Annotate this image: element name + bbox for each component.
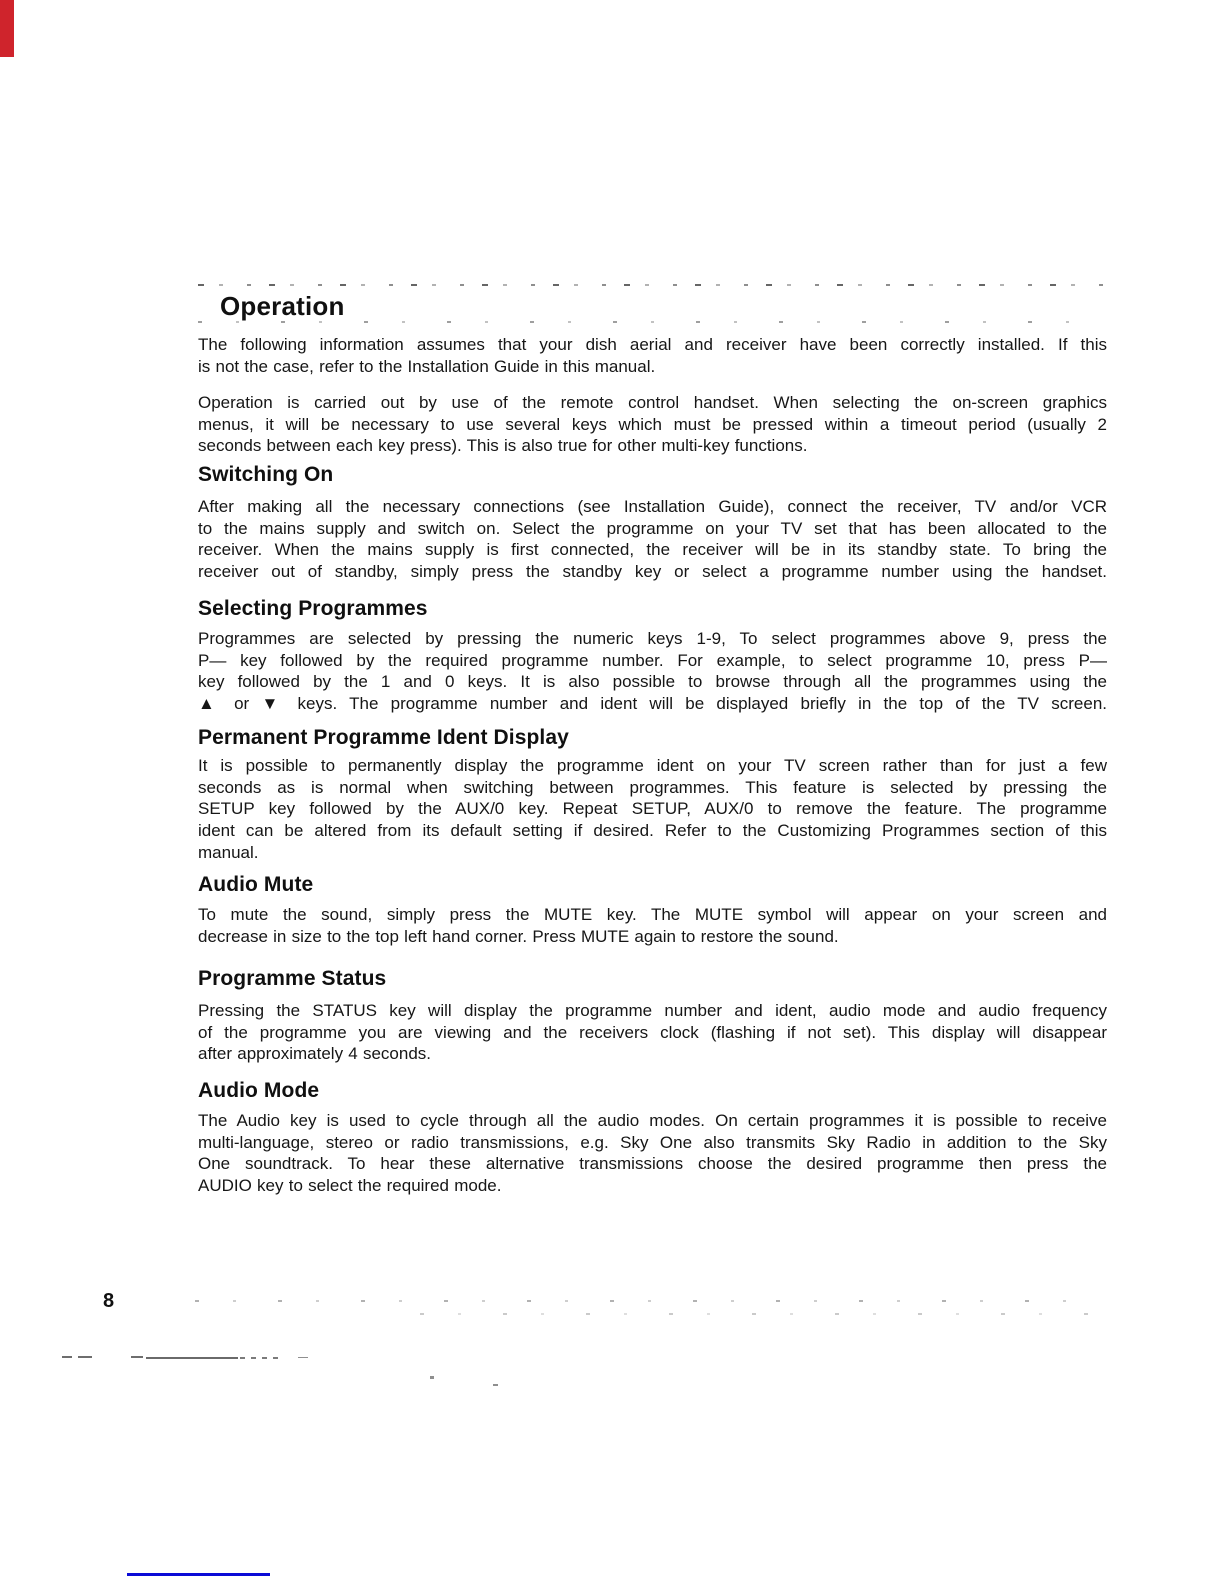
- scanner-blue-line: [127, 1573, 270, 1576]
- scan-speck: [493, 1384, 498, 1386]
- scan-speck: [78, 1356, 92, 1358]
- text-line: After making all the necessary connections (see Installation Guide), connect the receiver, TV and/or VCR: [198, 497, 1107, 516]
- section-paragraph: [198, 1110, 1107, 1197]
- section-paragraph: [198, 628, 1107, 715]
- text-line: seconds between each key press). This is also true for other multi-key functions.: [198, 436, 808, 456]
- text-line: One soundtrack. To hear these alternative transmissions choose the desired programme then press the: [198, 1154, 1107, 1174]
- page-title: Operation: [220, 291, 345, 321]
- section-heading-audio-mode: Audio Mode: [198, 1079, 320, 1102]
- text-line: to the mains supply and switch on. Select the programme on your TV set that has been allocated to the: [198, 518, 1107, 538]
- text-line: AUDIO key to select the required mode.: [198, 1176, 502, 1196]
- scan-stray-line: [146, 1357, 238, 1359]
- scan-noise-row: [420, 1313, 1105, 1315]
- section-heading-audio-mute: Audio Mute: [198, 873, 314, 896]
- text-line: key followed by the 1 and 0 keys. It is also possible to browse through all the programmes using the: [198, 672, 1107, 692]
- text-line: manual.: [198, 842, 259, 862]
- text-line: of the programme you are viewing and the receivers clock (flashing if not set). This display will disappear: [198, 1022, 1107, 1042]
- section-heading-selecting-programmes: Selecting Programmes: [198, 597, 428, 620]
- scan-noise-row: [198, 284, 1103, 286]
- scan-speck: [298, 1357, 308, 1358]
- intro-paragraph: [198, 334, 1107, 377]
- scan-noise-row: [195, 1300, 1105, 1302]
- text-line: decrease in size to the top left hand corner. Press MUTE again to restore the sound.: [198, 926, 839, 946]
- text-line: multi-language, stereo or radio transmissions, e.g. Sky One also transmits Sky Radio in addition to the Sky: [198, 1132, 1107, 1152]
- text-line: Operation is carried out by use of the remote control handset. When selecting the on-screen graphics: [198, 393, 1107, 412]
- section-paragraph: [198, 1000, 1107, 1065]
- text-line: seconds as is normal when switching between programmes. This feature is selected by pressing the: [198, 777, 1107, 797]
- text-line: receiver. When the mains supply is first connected, the receiver will be in its standby state. To bring the: [198, 540, 1107, 560]
- scan-speck: [131, 1356, 143, 1358]
- section-paragraph: [198, 496, 1107, 583]
- text-line: To mute the sound, simply press the MUTE key. The MUTE symbol will appear on your screen and: [198, 905, 1107, 924]
- text-line: menus, it will be necessary to use several keys which must be pressed within a timeout period (usually 2: [198, 414, 1107, 434]
- section-heading-programme-status: Programme Status: [198, 967, 387, 990]
- text-line: ident can be altered from its default setting if desired. Refer to the Customizing Programmes section of this: [198, 821, 1107, 841]
- text-line: P— key followed by the required programme number. For example, to select programme 10, press P—: [198, 650, 1107, 670]
- page-number: 8: [103, 1290, 115, 1312]
- red-corner-scan-mark: [0, 0, 14, 57]
- text-line: receiver out of standby, simply press the standby key or select a programme number using the handset.: [198, 562, 1107, 582]
- section-paragraph: [198, 904, 1107, 947]
- text-line: SETUP key followed by the AUX/0 key. Repeat SETUP, AUX/0 to remove the feature. The programme: [198, 799, 1107, 819]
- text-line: The following information assumes that your dish aerial and receiver have been correctly installed. If this: [198, 335, 1107, 354]
- text-line: The Audio key is used to cycle through all the audio modes. On certain programmes it is possible to receive: [198, 1111, 1107, 1130]
- section-heading-switching-on: Switching On: [198, 463, 334, 486]
- scan-speck: [240, 1357, 282, 1359]
- scan-speck: [430, 1376, 434, 1379]
- text-line: Programmes are selected by pressing the numeric keys 1-9, To select programmes above 9, press the: [198, 629, 1107, 648]
- scan-speck: [62, 1356, 72, 1358]
- text-line: ▲ or ▼ keys. The programme number and ident will be displayed briefly in the top of the TV screen.: [198, 694, 1107, 714]
- text-line: after approximately 4 seconds.: [198, 1044, 432, 1064]
- text-line: is not the case, refer to the Installation Guide in this manual.: [198, 356, 656, 376]
- intro-paragraph: [198, 392, 1107, 457]
- section-paragraph: [198, 755, 1107, 864]
- text-line: It is possible to permanently display the programme ident on your TV screen rather than for just a few: [198, 756, 1107, 775]
- section-heading-permanent-programme-ident-display: Permanent Programme Ident Display: [198, 726, 569, 749]
- text-line: Pressing the STATUS key will display the programme number and ident, audio mode and audio frequency: [198, 1001, 1107, 1020]
